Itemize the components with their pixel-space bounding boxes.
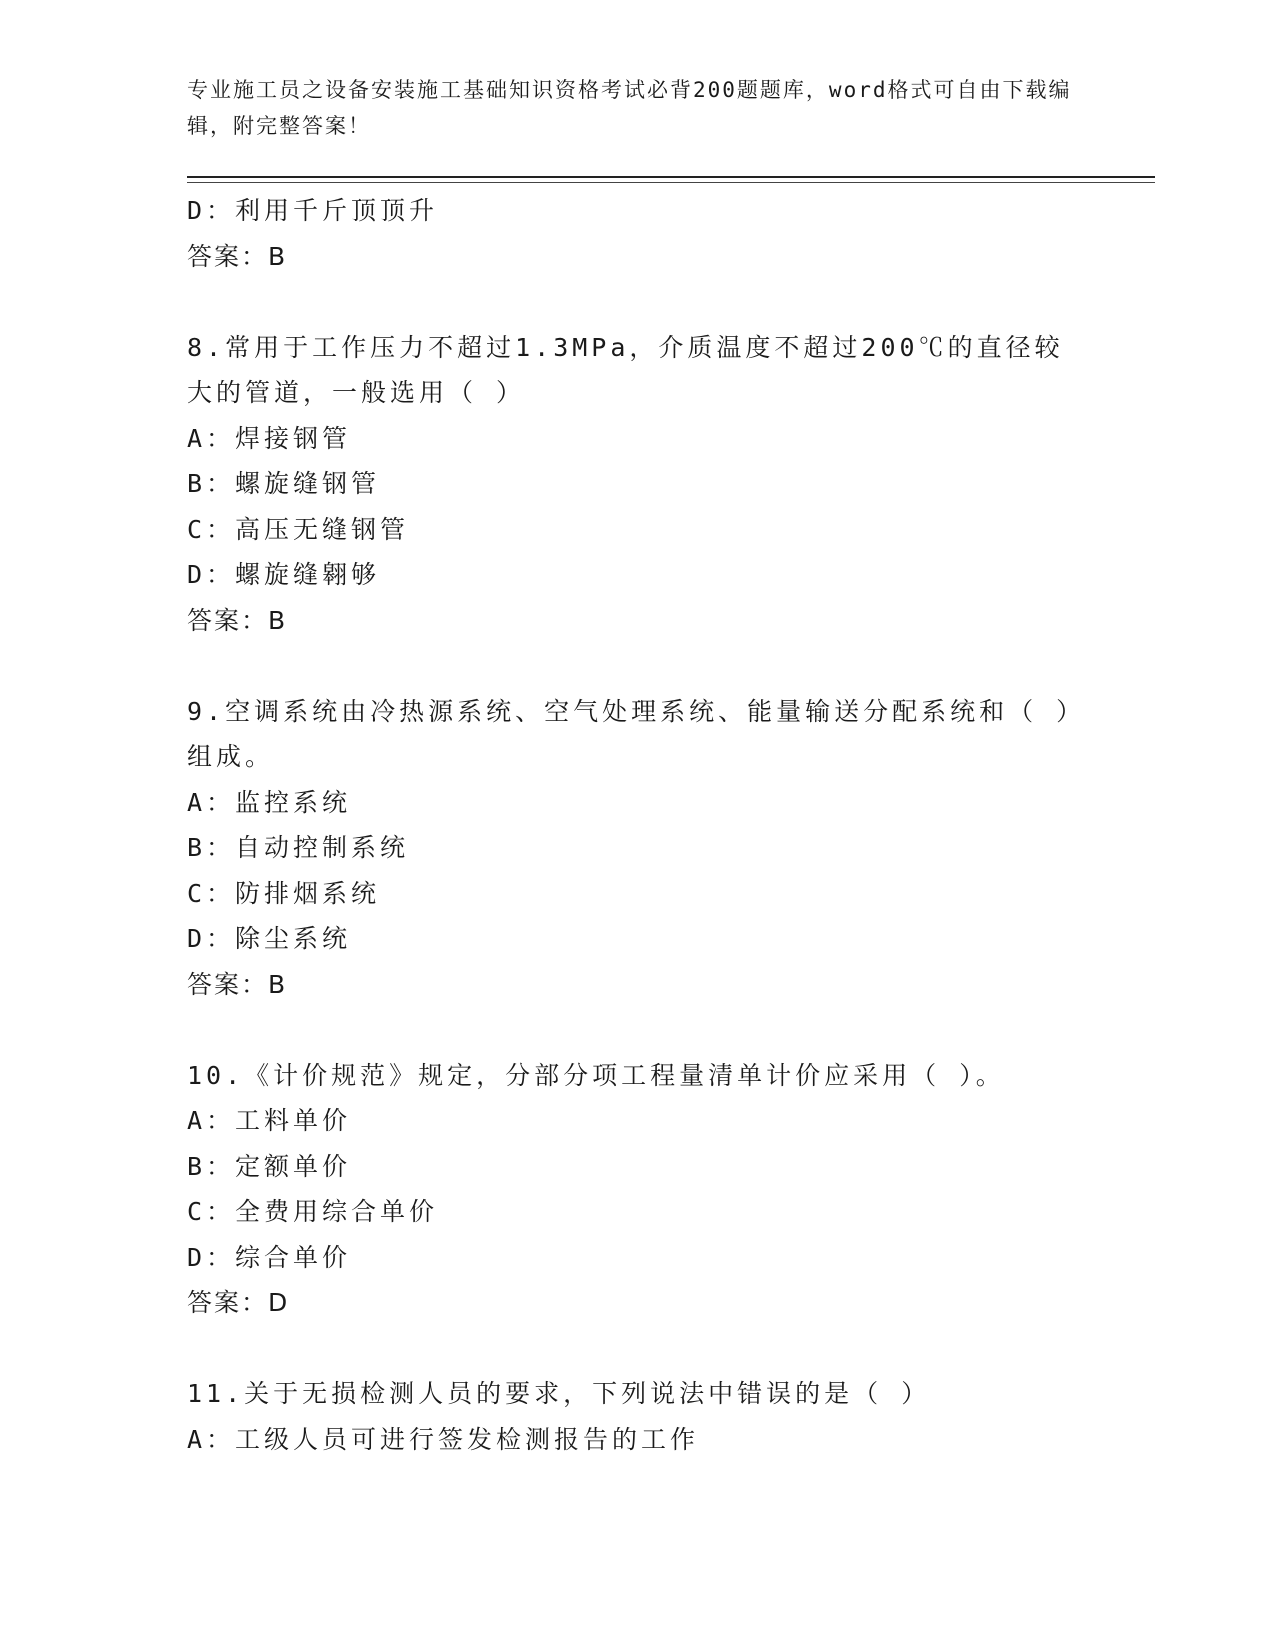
- question-8-stem: 8.常用于工作压力不超过1.3MPa，介质温度不超过200℃的直径较大的管道，一般选用（ ）: [187, 332, 1064, 407]
- question-8-option-c: C：高压无缝钢管: [187, 514, 410, 544]
- question-9-option-c: C：防排烟系统: [187, 878, 381, 908]
- page-header: 专业施工员之设备安装施工基础知识资格考试必背200题题库，word格式可自由下载编辑，附完整答案！: [187, 78, 1072, 138]
- spacer: [187, 1326, 1087, 1372]
- question-10: [187, 1053, 1087, 1326]
- question-9-option-d: D：除尘系统: [187, 924, 352, 953]
- question-10-option-d: D：综合单价: [187, 1242, 352, 1272]
- question-8-option-b: B：螺旋缝钢管: [187, 469, 381, 498]
- question-10-answer: 答案：D: [187, 1288, 290, 1317]
- question-11: [187, 1371, 1087, 1462]
- question-8-option-d: D：螺旋缝翱够: [187, 560, 381, 589]
- question-8-option-a: A：焊接钢管: [187, 423, 352, 453]
- question-content: [187, 188, 1087, 1462]
- question-11-option-a: A：工级人员可进行签发检测报告的工作: [187, 1424, 700, 1454]
- question-10-stem: 10.《计价规范》规定，分部分项工程量清单计价应采用（ ）。: [187, 1060, 1005, 1090]
- prev-answer: 答案：B: [187, 241, 288, 271]
- question-8: [187, 325, 1087, 644]
- question-9-answer: 答案：B: [187, 969, 288, 999]
- question-9-option-b: B：自动控制系统: [187, 833, 410, 862]
- prev-option-d: D：利用千斤顶顶升: [187, 196, 439, 225]
- question-10-option-b: B：定额单价: [187, 1151, 352, 1181]
- spacer: [187, 1007, 1087, 1053]
- question-9-stem: 9.空调系统由冷热源系统、空气处理系统、能量输送分配系统和（ ）组成。: [187, 696, 1086, 771]
- question-10-option-a: A：工料单价: [187, 1106, 352, 1135]
- question-10-option-c: C：全费用综合单价: [187, 1197, 439, 1226]
- header-rule-thin: [187, 182, 1155, 183]
- header-rule-thick: [187, 176, 1155, 178]
- question-9: [187, 689, 1087, 1008]
- question-9-option-a: A：监控系统: [187, 787, 352, 817]
- question-11-stem: 11.关于无损检测人员的要求，下列说法中错误的是（ ）: [187, 1379, 931, 1408]
- spacer: [187, 643, 1087, 689]
- spacer: [187, 279, 1087, 325]
- question-8-answer: 答案：B: [187, 605, 288, 635]
